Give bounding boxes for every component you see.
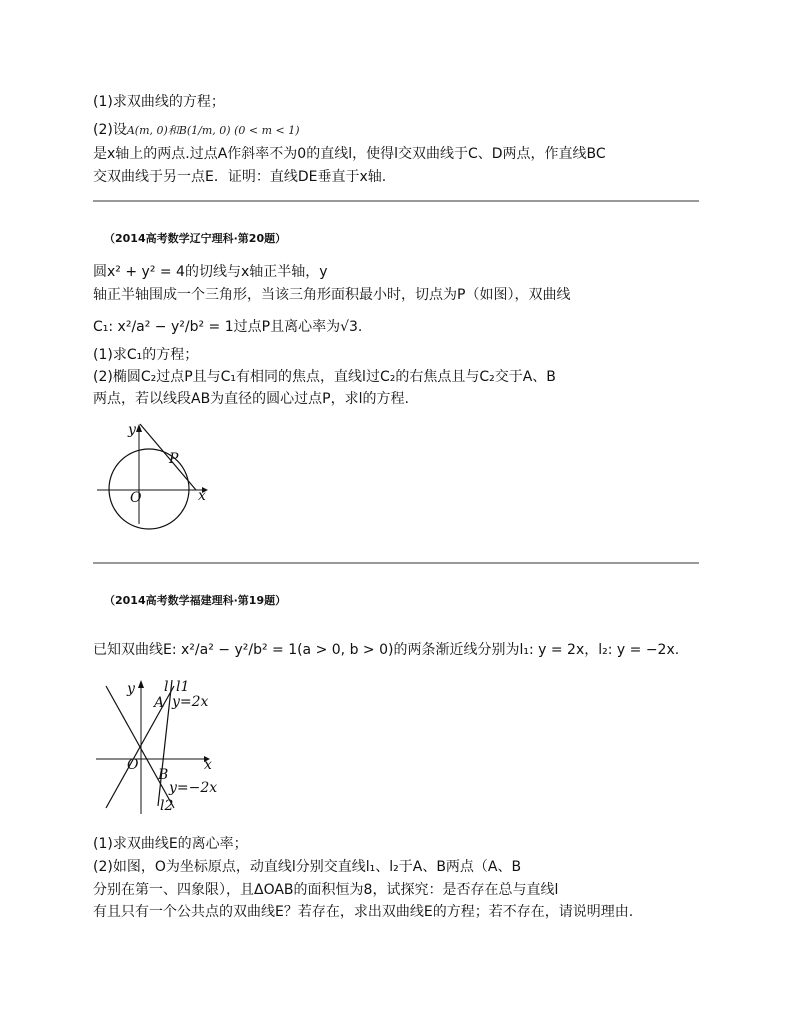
- l-label: l: [164, 679, 169, 695]
- q2-lead-text: (2)设: [93, 122, 127, 138]
- fujian-q2-line1: (2)如图，O为坐标原点，动直线l分别交直线l₁、l₂于A、B两点（A、B: [93, 859, 522, 875]
- y-label: y: [127, 681, 135, 697]
- x-label: x: [204, 757, 212, 773]
- y-label: y: [128, 422, 136, 438]
- eq2-label: y=−2x: [169, 780, 218, 796]
- question-1: (1)求双曲线的方程；: [93, 94, 225, 110]
- q2-math: A(m, 0)和B(1/m, 0) (0 < m < 1): [126, 124, 300, 137]
- question-2-line2: 是x轴上的两点.过点A作斜率不为0的直线l，使得l交双曲线于C、D两点，作直线BC: [93, 146, 606, 162]
- liaoning-q1: (1)求C₁的方程；: [93, 347, 199, 363]
- o-label: O: [130, 490, 142, 506]
- p-label: P: [169, 451, 179, 467]
- fujian-q2-line2: 分别在第一、四象限），且ΔOAB的面积恒为8，试探究：是否存在总与直线l: [93, 882, 559, 898]
- o-label: O: [127, 757, 139, 773]
- source-liaoning: （2014高考数学辽宁理科·第20题）: [104, 232, 287, 245]
- b-label: B: [158, 767, 169, 783]
- liaoning-line2: 轴正半轴围成一个三角形，当该三角形面积最小时，切点为P（如图），双曲线: [93, 287, 571, 303]
- source-fujian: （2014高考数学福建理科·第19题）: [104, 594, 287, 607]
- question-2-lead: [93, 121, 300, 140]
- x-label: x: [198, 488, 206, 504]
- tangent-line: [140, 424, 196, 490]
- section-divider-1: [93, 200, 699, 202]
- asymptote-figure: [92, 676, 232, 816]
- question-2-line3: 交双曲线于另一点E．证明：直线DE垂直于x轴.: [93, 169, 387, 185]
- circle-tangent-figure: [92, 420, 222, 530]
- liaoning-q2-line2: 两点，若以线段AB为直径的圆心过点P，求l的方程.: [93, 391, 409, 407]
- fujian-q2-line3: 有且只有一个公共点的双曲线E？若存在，求出双曲线E的方程；若不存在，请说明理由.: [93, 904, 634, 920]
- liaoning-q2-line1: (2)椭圆C₂过点P且与C₁有相同的焦点，直线l过C₂的右焦点且与C₂交于A、B: [93, 369, 556, 385]
- l1-label: l1: [176, 679, 190, 695]
- fujian-q1: (1)求双曲线E的离心率；: [93, 836, 248, 852]
- a-label: A: [154, 695, 165, 711]
- fujian-line1: 已知双曲线E: x²/a² − y²/b² = 1(a > 0, b > 0)的两条渐近线分别为l₁: y = 2x，l₂: y = −2x.: [93, 642, 680, 658]
- liaoning-line1: 圆x² + y² = 4的切线与x轴正半轴，y: [93, 264, 328, 280]
- l2-label: l2: [160, 798, 174, 814]
- liaoning-line3: C₁: x²/a² − y²/b² = 1过点P且离心率为√3.: [93, 319, 363, 335]
- section-divider-2: [93, 562, 699, 564]
- y-axis-arrow: [138, 680, 144, 688]
- eq1-label: y=2x: [172, 694, 209, 710]
